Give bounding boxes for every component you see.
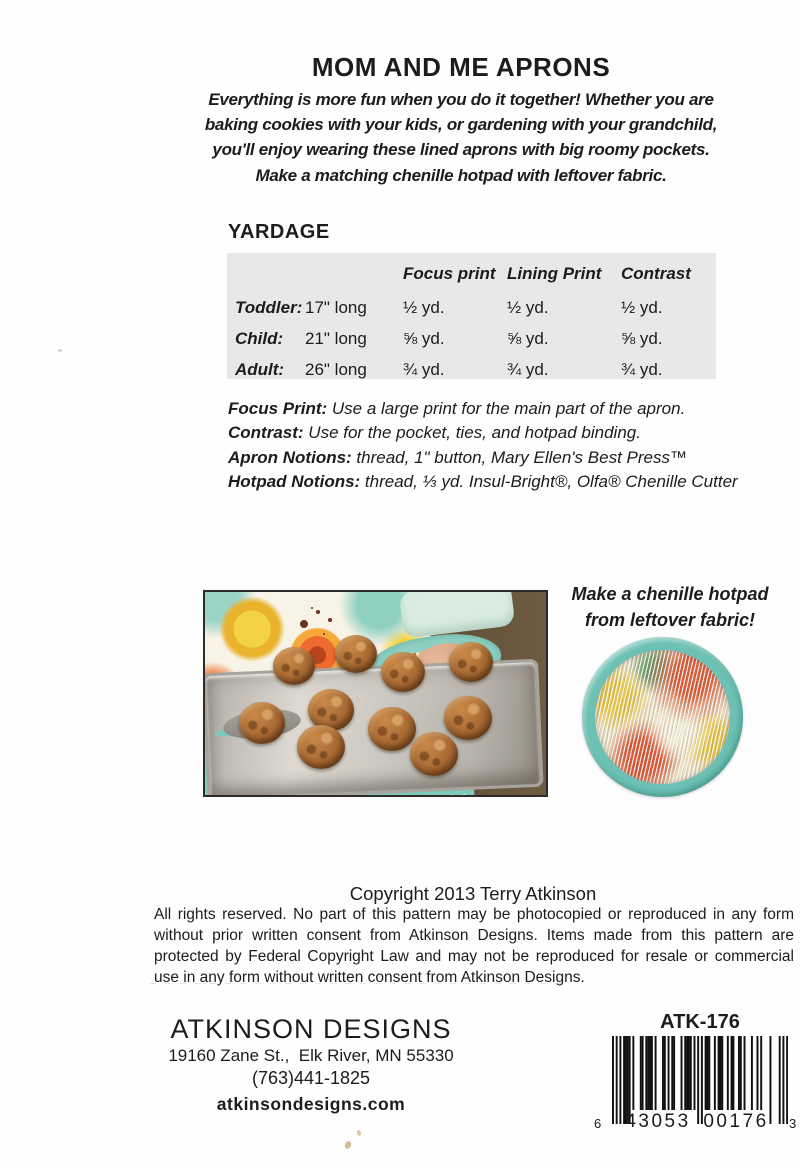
adult-lining: ¾ yd.	[507, 360, 549, 379]
note-text: thread, 1" button, Mary Ellen's Best Press™	[351, 448, 687, 467]
barcode-digits-group1: 43053	[625, 1111, 691, 1132]
cookie	[335, 635, 377, 673]
adult-length: 26" long	[305, 360, 367, 379]
hotpad-caption-line1: Make a chenille hotpad	[571, 584, 769, 604]
cookie	[297, 725, 345, 769]
table-corner	[305, 259, 403, 293]
hotpad-caption-line2: from leftover fabric!	[584, 610, 756, 630]
note-label: Hotpad Notions:	[228, 472, 361, 491]
column-header-lining-print: Lining Print	[507, 264, 602, 283]
publisher-website: atkinsondesigns.com	[216, 1094, 406, 1114]
copyright-line: without prior written consent from Atkinson Designs. Items made from this pattern are	[154, 927, 794, 944]
intro-line: Make a matching chenille hotpad with leftover fabric.	[255, 166, 667, 185]
note-text: Use a large print for the main part of the apron.	[327, 399, 686, 418]
child-sleeve	[399, 590, 516, 639]
toddler-contrast: ½ yd.	[621, 298, 663, 317]
copyright-heading: Copyright 2013 Terry Atkinson	[349, 883, 597, 904]
page-title: MOM AND ME APRONS	[311, 52, 611, 82]
cookie	[444, 696, 492, 740]
publisher-address: 19160 Zane St., Elk River, MN 55330	[168, 1046, 454, 1065]
column-header-focus-print: Focus print	[403, 264, 496, 283]
cookies-photo	[203, 590, 548, 797]
note-text: Use for the pocket, ties, and hotpad binding.	[303, 423, 641, 442]
intro-line: Everything is more fun when you do it together! Whether you are	[208, 90, 714, 109]
hotpad-chenille-surface	[595, 650, 730, 784]
yardage-table	[227, 253, 716, 379]
cookie	[273, 647, 315, 685]
scan-artifact-line	[150, 983, 562, 984]
child-length: 21" long	[305, 329, 367, 348]
row-label-child: Child:	[235, 329, 284, 348]
intro-line: you'll enjoy wearing these lined aprons with big roomy pockets.	[212, 140, 710, 159]
child-contrast: ⅝ yd.	[621, 329, 663, 348]
note-label: Apron Notions:	[228, 448, 352, 467]
toddler-length: 17" long	[305, 298, 367, 317]
note-text: thread, ⅓ yd. Insul-Bright®, Olfa® Chenille Cutter	[360, 472, 738, 491]
note-label: Focus Print:	[228, 399, 328, 418]
row-label-toddler: Toddler:	[235, 298, 303, 317]
barcode-digits-group2: 00176	[703, 1111, 769, 1132]
note-focus-print	[228, 399, 685, 419]
note-apron-notions	[228, 448, 687, 468]
note-hotpad-notions	[228, 472, 738, 492]
note-contrast	[228, 423, 641, 443]
cookie	[381, 652, 425, 692]
chenille-hotpad	[582, 637, 743, 797]
cookie	[368, 707, 416, 751]
table-corner	[235, 259, 305, 293]
product-code: ATK-176	[660, 1011, 740, 1033]
child-lining: ⅝ yd.	[507, 329, 549, 348]
copyright-line: All rights reserved. No part of this pattern may be photocopied or reproduced in any form	[154, 906, 794, 923]
cookie	[449, 642, 493, 682]
toddler-lining: ½ yd.	[507, 298, 549, 317]
publisher-phone: (763)441-1825	[251, 1068, 371, 1088]
column-header-contrast: Contrast	[621, 264, 691, 283]
note-label: Contrast:	[228, 423, 304, 442]
copyright-line: use in any form without written consent from Atkinson Designs.	[154, 969, 585, 986]
scan-speck	[58, 349, 62, 352]
barcode-digit-left: 6	[594, 1116, 602, 1131]
barcode-digit-right: 3	[789, 1116, 797, 1131]
apron-sprig	[300, 620, 308, 628]
adult-contrast: ¾ yd.	[621, 360, 663, 379]
adult-focus: ¾ yd.	[403, 360, 445, 379]
scan-speck	[356, 1130, 361, 1137]
cookie	[239, 702, 285, 744]
cookie	[410, 732, 458, 776]
toddler-focus: ½ yd.	[403, 298, 445, 317]
yardage-heading: YARDAGE	[228, 221, 330, 243]
copyright-line: protected by Federal Copyright Law and may not be reproduced for resale or commercial	[154, 948, 794, 965]
row-label-adult: Adult:	[235, 360, 285, 379]
publisher-name: ATKINSON DESIGNS	[170, 1014, 452, 1044]
child-focus: ⅝ yd.	[403, 329, 445, 348]
intro-line: baking cookies with your kids, or gardening with your grandchild,	[204, 115, 718, 134]
scan-speck	[344, 1140, 353, 1150]
